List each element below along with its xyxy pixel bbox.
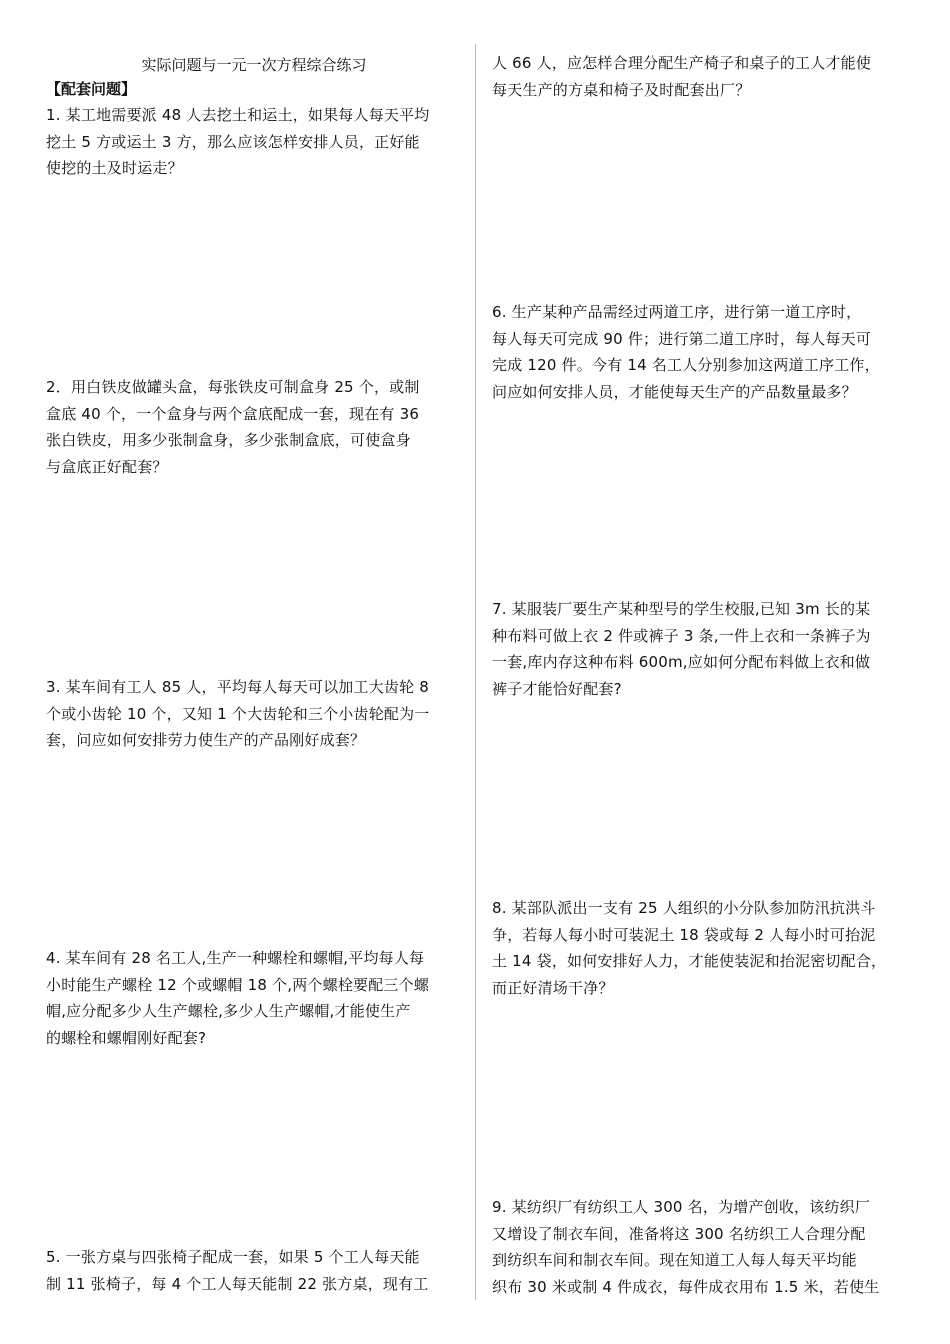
problem-5-continued	[492, 50, 912, 103]
problem-line: 6. 生产某种产品需经过两道工序，进行第一道工序时，	[492, 303, 862, 321]
problem-line: 7. 某服装厂要生产某种型号的学生校服,已知 3m 长的某	[492, 600, 871, 618]
problem-line: 每天生产的方桌和椅子及时配套出厂？	[492, 80, 751, 99]
problem-line: 小时能生产螺栓 12 个或螺帽 18 个,两个螺栓要配三个螺	[46, 975, 430, 994]
problem-1	[46, 102, 462, 182]
problem-line: 裤子才能恰好配套?	[492, 679, 622, 698]
problem-4	[46, 945, 462, 1051]
problem-line: 9. 某纺织厂有纺织工人 300 名，为增产创收，该纺织厂	[492, 1198, 871, 1216]
problem-line: 与盒底正好配套？	[46, 457, 168, 476]
problem-line: 一套,库内存这种布料 600m,应如何分配布料做上衣和做	[492, 653, 871, 671]
problem-line: 使挖的土及时运走？	[46, 159, 183, 177]
problem-line: 个或小齿轮 10 个，又知 1 个大齿轮和三个小齿轮配为一	[46, 704, 430, 723]
problem-line: 3. 某车间有工人 85 人，平均每人每天可以加工大齿轮 8	[46, 678, 430, 696]
problem-line: 完成 120 件。今有 14 名工人分别参加这两道工序工作，	[492, 356, 880, 374]
problem-line: 1. 某工地需要派 48 人去挖土和运土，如果每人每天平均	[46, 106, 430, 124]
section-heading: 【配套问题】	[46, 80, 137, 98]
problem-3	[46, 674, 462, 754]
problem-line: 种布料可做上衣 2 件或裤子 3 条,一件上衣和一条裤子为	[492, 626, 871, 645]
column-divider	[475, 44, 476, 1300]
problem-line: 土 14 袋，如何安排好人力，才能使装泥和抬泥密切配合，	[492, 952, 887, 970]
problem-line: 张白铁皮，用多少张制盒身，多少张制盒底，可使盒身	[46, 431, 411, 449]
problem-8	[492, 895, 912, 1001]
problem-9	[492, 1194, 912, 1300]
problem-2	[46, 374, 462, 480]
problem-line: 争，若每人每小时可装泥土 18 袋或每 2 人每小时可抬泥	[492, 925, 876, 944]
problem-7	[492, 596, 912, 702]
problem-line: 到纺织车间和制衣车间。现在知道工人每人每天平均能	[492, 1251, 857, 1269]
problem-line: 2．用白铁皮做罐头盒，每张铁皮可制盒身 25 个，或制	[46, 378, 420, 396]
problem-line: 8. 某部队派出一支有 25 人组织的小分队参加防汛抗洪斗	[492, 899, 876, 917]
problem-line: 帽,应分配多少人生产螺栓,多少人生产螺帽,才能使生产	[46, 1002, 411, 1020]
problem-line: 盒底 40 个，一个盒身与两个盒底配成一套，现在有 36	[46, 404, 420, 423]
problem-line: 套，问应如何安排劳力使生产的产品刚好成套？	[46, 731, 366, 749]
problem-line: 又增设了制衣车间，准备将这 300 名纺织工人合理分配	[492, 1224, 866, 1243]
problem-line: 的螺栓和螺帽刚好配套?	[46, 1028, 207, 1047]
problem-line: 挖土 5 方或运土 3 方，那么应该怎样安排人员，正好能	[46, 132, 420, 151]
page-title: 实际问题与一元一次方程综合练习	[141, 56, 367, 74]
problem-line: 问应如何安排人员，才能使每天生产的产品数量最多？	[492, 382, 857, 401]
problem-line: 织布 30 米或制 4 件成衣，每件成衣用布 1.5 米，若使生	[492, 1277, 880, 1296]
problem-line: 人 66 人，应怎样合理分配生产椅子和桌子的工人才能使	[492, 54, 872, 72]
problem-line: 制 11 张椅子，每 4 个工人每天能制 22 张方桌，现有工	[46, 1274, 429, 1293]
problem-line: 5. 一张方桌与四张椅子配成一套，如果 5 个工人每天能	[46, 1248, 420, 1266]
problem-line: 而正好清场干净？	[492, 978, 614, 997]
problem-5	[46, 1244, 462, 1297]
problem-line: 每人每天可完成 90 件；进行第二道工序时，每人每天可	[492, 329, 872, 348]
problem-6	[492, 299, 912, 405]
problem-line: 4. 某车间有 28 名工人,生产一种螺栓和螺帽,平均每人每	[46, 949, 425, 967]
